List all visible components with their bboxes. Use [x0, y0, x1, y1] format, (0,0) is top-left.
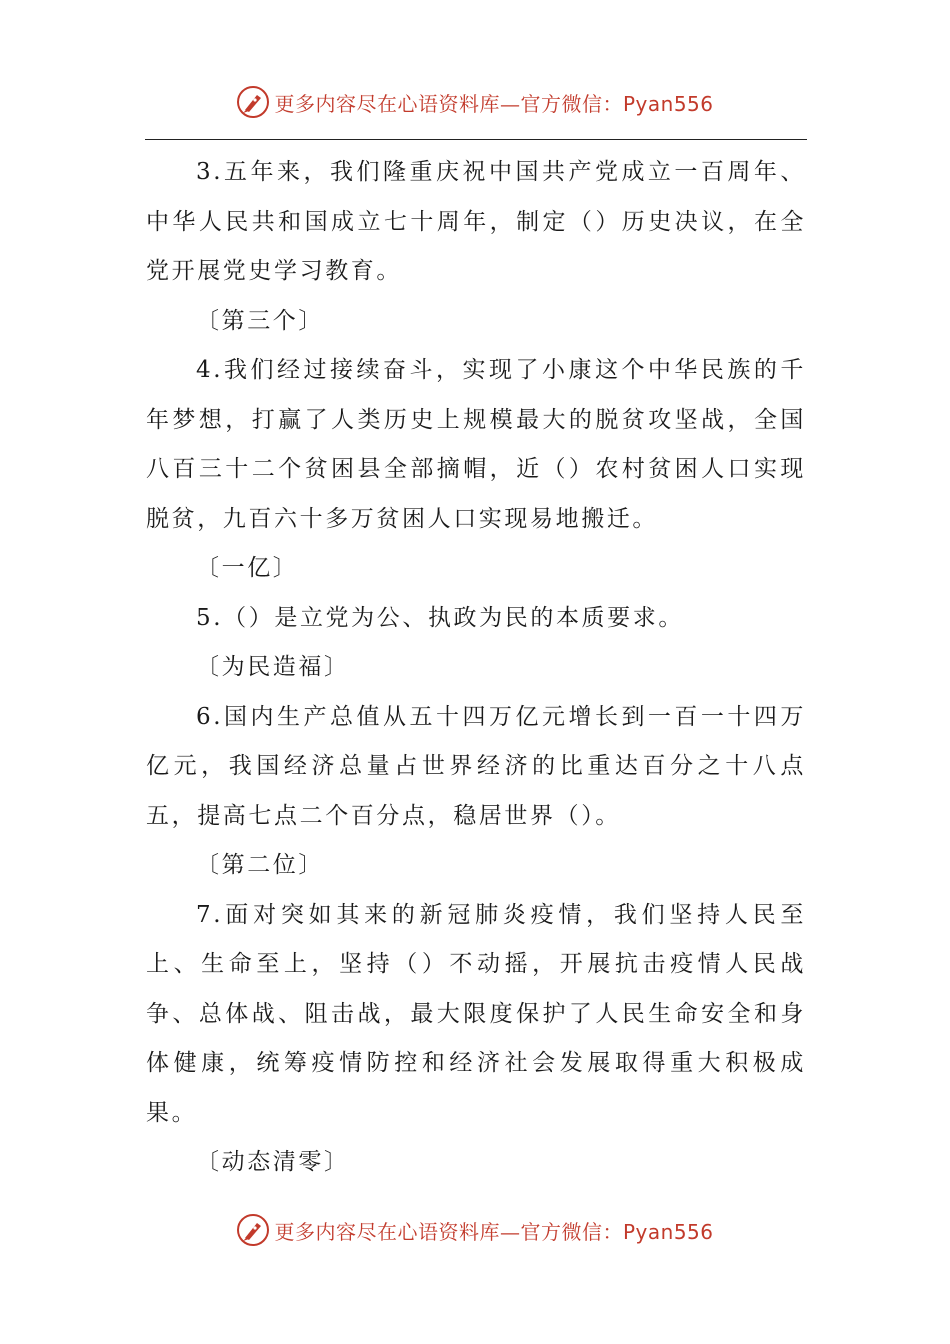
- wechat-label: 官方微信：: [520, 1219, 623, 1244]
- question-text: 面对突如其来的新冠肺炎疫情，我们坚持人民至上、生命至上，坚持（）不动摇，开展抗击疫情人民战争、总体战、阻击战，最大限度保护了人民生命安全和身体健康，统筹疫情防控和经济社会发展取得重大积极成果。: [146, 901, 806, 1126]
- question-text: 我们经过接续奋斗，实现了小康这个中华民族的千年梦想，打赢了人类历史上规模最大的脱贫攻坚战，全国八百三十二个贫困县全部摘帽，近（）农村贫困人口实现脱贫，九百六十多万贫困人口实现易地搬迁。: [146, 357, 806, 532]
- question-item-3: [146, 148, 806, 297]
- wechat-label: 官方微信：: [520, 91, 623, 116]
- answer-item-6: 〔第二位〕: [196, 852, 324, 878]
- site-name: 更多内容尽在心语资料库: [274, 91, 500, 116]
- answer-item-3: 〔第三个〕: [196, 307, 324, 334]
- banner-separator: —: [499, 91, 521, 116]
- answer-item-5: 〔为民造福〕: [196, 654, 350, 680]
- question-text: （）是立党为公、执政为民的本质要求。: [223, 604, 684, 631]
- question-number: 3.: [196, 159, 224, 185]
- banner-separator: —: [499, 1219, 521, 1244]
- footer-banner: [0, 1208, 950, 1252]
- site-name: 更多内容尽在心语资料库: [274, 1219, 500, 1244]
- wechat-id: Pyan556: [622, 1219, 714, 1244]
- question-item-6: [146, 693, 806, 842]
- pen-nib-logo-icon: [236, 1213, 270, 1247]
- question-list: [146, 148, 806, 1188]
- pen-nib-logo-icon: [236, 85, 270, 119]
- question-text: 五年来，我们隆重庆祝中国共产党成立一百周年、中华人民共和国成立七十周年，制定（）历史决议，在全党开展党史学习教育。: [146, 159, 806, 284]
- header-banner: [0, 80, 950, 124]
- question-item-7: [146, 891, 806, 1139]
- answer-item-7: 〔动态清零〕: [196, 1149, 350, 1175]
- question-number: 7.: [196, 901, 224, 928]
- footer-banner-text: [274, 1216, 713, 1245]
- header-divider: [145, 139, 807, 140]
- answer-item-4: 〔一亿〕: [196, 555, 299, 581]
- header-banner-text: [274, 88, 713, 117]
- question-number: 5.: [196, 604, 224, 631]
- question-text: 国内生产总值从五十四万亿元增长到一百一十四万亿元，我国经济总量占世界经济的比重达百分之十八点五，提高七点二个百分点，稳居世界（）。: [146, 703, 806, 829]
- question-number: 6.: [196, 703, 224, 730]
- question-item-4: [146, 346, 806, 544]
- question-item-5: [146, 594, 806, 644]
- question-number: 4.: [196, 357, 224, 383]
- wechat-id: Pyan556: [622, 91, 714, 116]
